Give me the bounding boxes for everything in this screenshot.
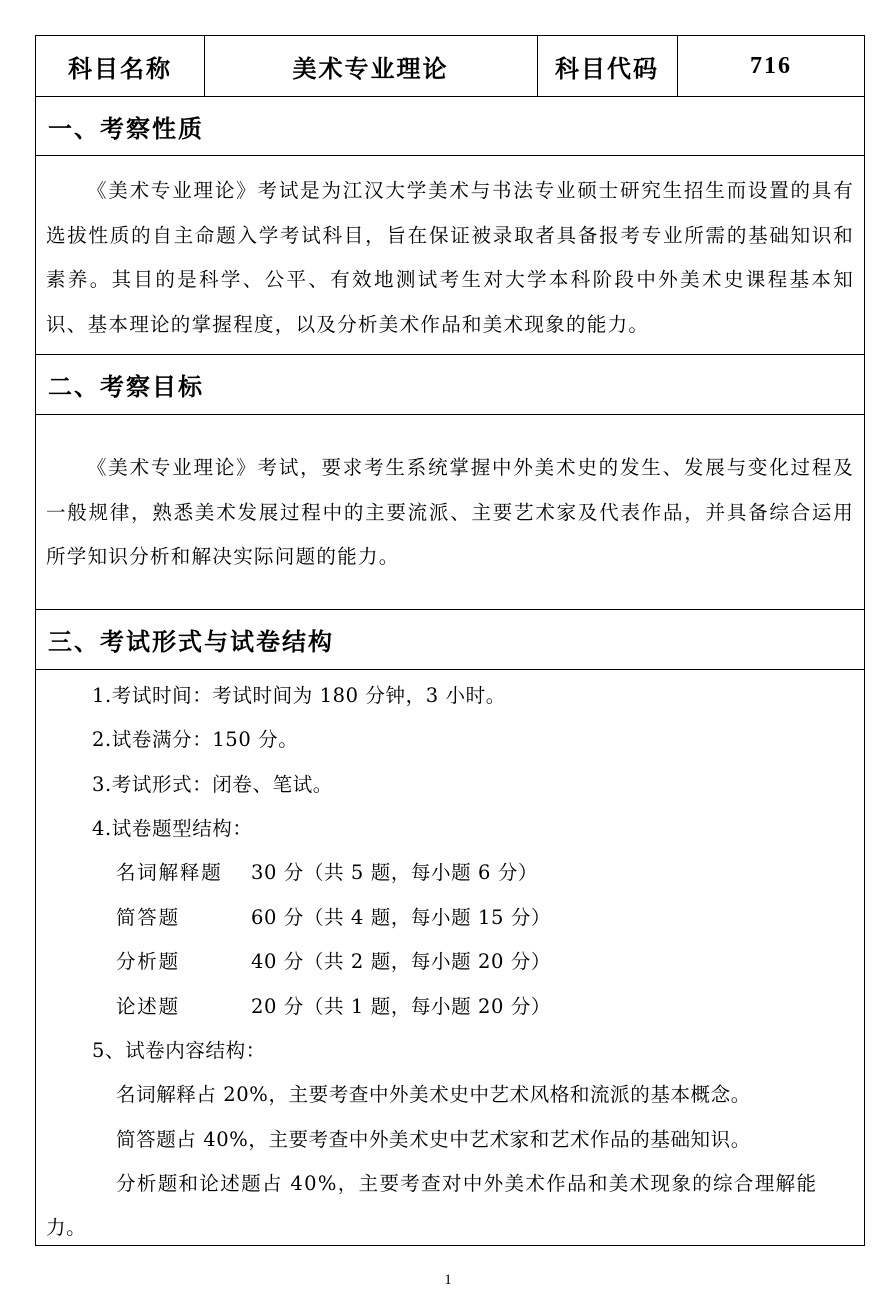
list-item: 4.试卷题型结构： [92, 817, 253, 840]
subject-code-value: 716 [750, 52, 792, 79]
content-line: 分析题和论述题占 40%，主要考查对中外美术作品和美术现象的综合理解能 [116, 1172, 818, 1195]
subject-name-value: 美术专业理论 [292, 54, 449, 83]
question-type-name: 简答题 [116, 906, 180, 929]
question-type-name: 名词解释题 [116, 861, 223, 884]
section-body-objective: 《美术专业理论》考试，要求考生系统掌握中外美术史的发生、发展与变化过程及一般规律，熟悉美术发展过程中的主要流派、主要艺术家及代表作品，并具备综合运用所学知识分析和解决实际问题的能力。 [46, 456, 854, 568]
document-table [35, 35, 865, 1246]
divider [36, 669, 864, 670]
list-item: 2.试卷满分：150 分。 [92, 728, 299, 751]
question-type-detail: 30 分（共 5 题，每小题 6 分） [251, 861, 539, 884]
question-type-detail: 20 分（共 1 题，每小题 20 分） [251, 995, 552, 1018]
divider [36, 414, 864, 415]
section-title-format: 三、考试形式与试卷结构 [48, 627, 334, 656]
question-type-name: 分析题 [116, 950, 180, 973]
content-heading: 5、试卷内容结构： [92, 1039, 266, 1062]
page-number: 1 [444, 1272, 452, 1288]
subject-name-label: 科目名称 [68, 54, 172, 83]
content-line: 名词解释占 20%，主要考查中外美术史中艺术风格和流派的基本概念。 [116, 1083, 751, 1106]
subject-code-label: 科目代码 [555, 54, 659, 83]
list-item: 3.考试形式：闭卷、笔试。 [92, 773, 333, 796]
list-item: 1.考试时间：考试时间为 180 分钟，3 小时。 [92, 684, 506, 707]
question-type-detail: 60 分（共 4 题，每小题 15 分） [251, 906, 552, 929]
question-type-detail: 40 分（共 2 题，每小题 20 分） [251, 950, 552, 973]
content-line: 力。 [46, 1216, 87, 1239]
section-title-nature: 一、考察性质 [48, 114, 204, 143]
divider [36, 155, 864, 156]
section-body-nature: 《美术专业理论》考试是为江汉大学美术与书法专业硕士研究生招生而设置的具有选拔性质的自主命题入学考试科目，旨在保证被录取者具备报考专业所需的基础知识和素养。其目的是科学、公平、有效地测试考生对大学本科阶段中外美术史课程基本知识、基本理论的掌握程度，以及分析美术作品和美术现象的能力。 [46, 179, 854, 336]
section-title-objective: 二、考察目标 [48, 372, 204, 401]
question-type-name: 论述题 [116, 995, 180, 1018]
content-line: 简答题占 40%，主要考查中外美术史中艺术家和艺术作品的基础知识。 [116, 1128, 751, 1151]
